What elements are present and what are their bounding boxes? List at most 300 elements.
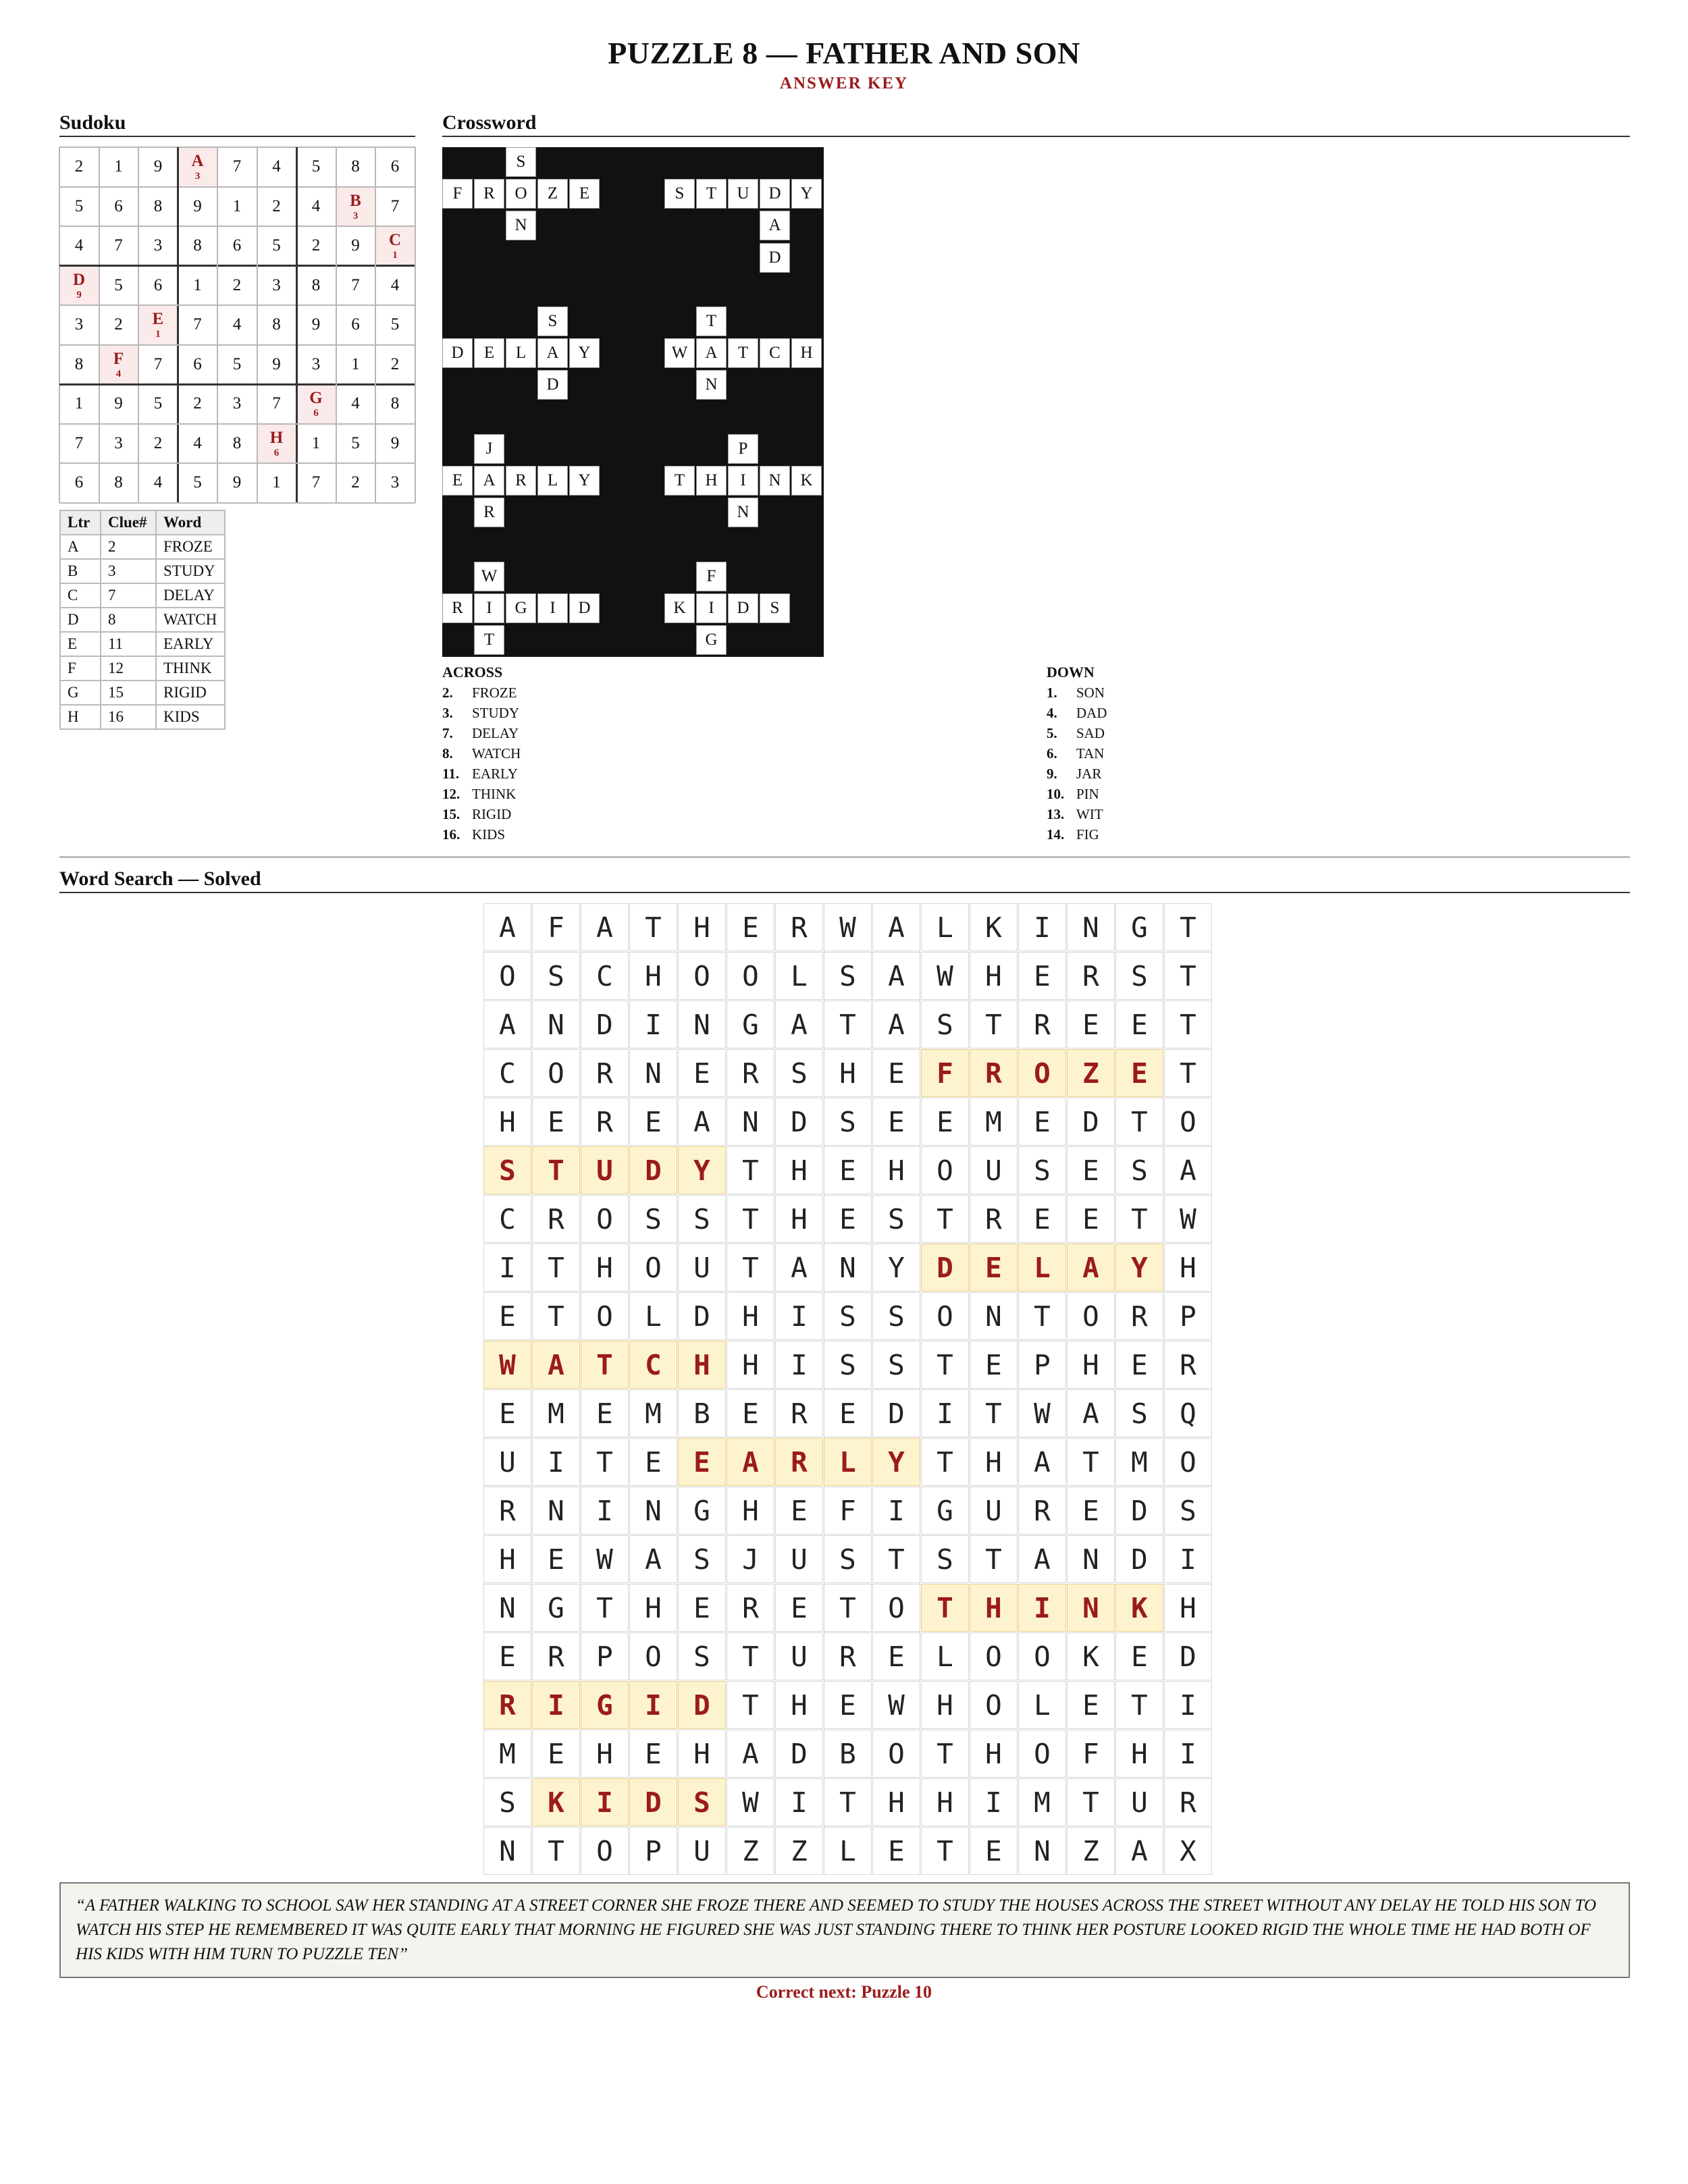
- sudoku-gridline: [59, 304, 415, 306]
- table-header: Clue#: [101, 510, 156, 535]
- sudoku-cell: E 1: [138, 305, 178, 344]
- found-letter-cell: D: [629, 1146, 677, 1194]
- sudoku-gridline: [415, 147, 416, 503]
- table-cell: THINK: [156, 656, 225, 681]
- table-row: [60, 705, 225, 729]
- letter-cell: I: [1018, 903, 1066, 951]
- crossword-cell: N: [696, 370, 727, 400]
- found-letter-cell: Y: [678, 1146, 726, 1194]
- table-cell: KIDS: [156, 705, 225, 729]
- letter-cell: R: [824, 1632, 872, 1680]
- letter-cell: H: [970, 1730, 1018, 1778]
- letter-cell: B: [824, 1730, 872, 1778]
- sudoku-grid: [59, 147, 415, 503]
- letter-cell: A: [1018, 1438, 1066, 1486]
- letter-cell: U: [1115, 1778, 1163, 1826]
- letter-cell: T: [970, 1001, 1018, 1048]
- letter-cell: S: [629, 1195, 677, 1243]
- letter-cell: P: [1018, 1341, 1066, 1389]
- letter-cell: I: [872, 1487, 920, 1535]
- crossword-cell: A: [474, 466, 504, 496]
- letter-cell: T: [1115, 1098, 1163, 1146]
- table-cell: 12: [101, 656, 156, 681]
- sudoku-gridline: [59, 225, 415, 227]
- table-cell: FROZE: [156, 535, 225, 559]
- letter-cell: E: [483, 1389, 531, 1437]
- sudoku-cell: 1: [99, 147, 138, 186]
- letter-cell: I: [775, 1341, 823, 1389]
- letter-cell: H: [629, 952, 677, 1000]
- across-heading: ACROSS: [442, 664, 503, 681]
- crossword-cell: N: [760, 466, 790, 496]
- letter-cell: T: [921, 1438, 969, 1486]
- letter-cell: E: [483, 1292, 531, 1340]
- down-clue: 1. SON: [1047, 685, 1105, 701]
- letter-cell: R: [581, 1098, 629, 1146]
- letter-cell: H: [775, 1681, 823, 1729]
- crossword-cell: S: [537, 307, 568, 336]
- down-clue: 6. TAN: [1047, 745, 1105, 762]
- letter-cell: T: [581, 1584, 629, 1632]
- sudoku-cell: 2: [257, 187, 296, 226]
- letter-cell: E: [629, 1438, 677, 1486]
- found-letter-cell: T: [532, 1146, 580, 1194]
- letter-cell: O: [921, 1292, 969, 1340]
- letter-cell: S: [1115, 952, 1163, 1000]
- letter-cell: E: [1115, 1632, 1163, 1680]
- across-clue: 7. DELAY: [442, 725, 519, 741]
- crossword-cell: J: [474, 434, 504, 464]
- across-clue: 15. RIGID: [442, 806, 512, 822]
- letter-cell: D: [1067, 1098, 1115, 1146]
- sudoku-cell: 5: [296, 147, 336, 186]
- letter-cell: E: [824, 1389, 872, 1437]
- letter-cell: E: [581, 1389, 629, 1437]
- letter-cell: X: [1164, 1827, 1212, 1875]
- letter-cell: H: [581, 1730, 629, 1778]
- sudoku-cell: 5: [138, 384, 178, 423]
- letter-cell: A: [1067, 1389, 1115, 1437]
- letter-cell: E: [775, 1487, 823, 1535]
- letter-cell: H: [581, 1244, 629, 1291]
- sudoku-cell: 8: [217, 424, 257, 463]
- sudoku-cell: 3: [138, 226, 178, 265]
- found-letter-cell: T: [921, 1584, 969, 1632]
- letter-cell: W: [1018, 1389, 1066, 1437]
- letter-cell: H: [629, 1584, 677, 1632]
- sudoku-cell: 5: [59, 187, 99, 226]
- crossword-cell: W: [664, 338, 695, 368]
- letter-cell: D: [872, 1389, 920, 1437]
- sudoku-cell: 3: [59, 305, 99, 344]
- sudoku-cell: 9: [99, 384, 138, 423]
- crossword-cell: T: [728, 338, 758, 368]
- letter-cell: R: [1067, 952, 1115, 1000]
- letter-cell: M: [483, 1730, 531, 1778]
- letter-cell: S: [824, 1098, 872, 1146]
- sudoku-cell: 2: [59, 147, 99, 186]
- sudoku-cell: 4: [138, 463, 178, 502]
- letter-cell: M: [532, 1389, 580, 1437]
- letter-cell: H: [678, 1730, 726, 1778]
- crossword-cell: I: [696, 593, 727, 623]
- table-cell: DELAY: [156, 583, 225, 608]
- letter-cell: E: [1018, 1098, 1066, 1146]
- letter-cell: N: [727, 1098, 774, 1146]
- sudoku-cell: C 1: [375, 226, 415, 265]
- letter-cell: M: [1018, 1778, 1066, 1826]
- letter-cell: G: [1115, 903, 1163, 951]
- letter-cell: K: [970, 903, 1018, 951]
- across-clue: 11. EARLY: [442, 766, 518, 782]
- letter-cell: O: [483, 952, 531, 1000]
- letter-cell: O: [1164, 1438, 1212, 1486]
- letter-cell: E: [824, 1195, 872, 1243]
- letter-cell: E: [678, 1049, 726, 1097]
- table-row: [60, 681, 225, 705]
- letter-cell: T: [532, 1244, 580, 1291]
- letter-cell: L: [629, 1292, 677, 1340]
- found-letter-cell: S: [483, 1146, 531, 1194]
- table-row: [60, 583, 225, 608]
- letter-cell: R: [1164, 1778, 1212, 1826]
- sudoku-cell: 4: [375, 266, 415, 305]
- letter-cell: H: [775, 1146, 823, 1194]
- letter-cell: E: [872, 1827, 920, 1875]
- table-row: [60, 608, 225, 632]
- letter-cell: H: [727, 1487, 774, 1535]
- sudoku-cell: 5: [375, 305, 415, 344]
- sudoku-cell: 1: [178, 266, 217, 305]
- letter-cell: I: [581, 1487, 629, 1535]
- letter-cell: R: [532, 1632, 580, 1680]
- crossword-cell: N: [728, 498, 758, 527]
- found-letter-cell: U: [581, 1146, 629, 1194]
- letter-cell: W: [581, 1535, 629, 1583]
- letter-cell: H: [483, 1535, 531, 1583]
- found-letter-cell: Y: [872, 1438, 920, 1486]
- letter-cell: H: [678, 903, 726, 951]
- letter-cell: E: [872, 1632, 920, 1680]
- letter-cell: R: [1164, 1341, 1212, 1389]
- sudoku-gridline: [177, 147, 179, 503]
- letter-cell: E: [629, 1730, 677, 1778]
- sudoku-cell: 3: [296, 345, 336, 384]
- letter-cell: A: [1164, 1146, 1212, 1194]
- sudoku-cell: 8: [296, 266, 336, 305]
- letter-cell: O: [629, 1244, 677, 1291]
- sudoku-cell: 6: [59, 463, 99, 502]
- letter-cell: E: [1115, 1341, 1163, 1389]
- letter-cell: M: [629, 1389, 677, 1437]
- letter-cell: H: [970, 1438, 1018, 1486]
- crossword-cell: G: [696, 625, 727, 655]
- letter-cell: R: [727, 1584, 774, 1632]
- table-header: Word: [156, 510, 225, 535]
- found-letter-cell: L: [824, 1438, 872, 1486]
- letter-cell: A: [872, 903, 920, 951]
- letter-cell: D: [1115, 1487, 1163, 1535]
- crossword-cell: T: [696, 307, 727, 336]
- letter-cell: M: [1115, 1438, 1163, 1486]
- sudoku-cell: 9: [296, 305, 336, 344]
- sudoku-cell: 1: [59, 384, 99, 423]
- letter-cell: W: [1164, 1195, 1212, 1243]
- letter-cell: N: [483, 1827, 531, 1875]
- letter-cell: T: [1115, 1681, 1163, 1729]
- letter-cell: C: [483, 1049, 531, 1097]
- sudoku-cell: 5: [336, 424, 375, 463]
- letter-cell: O: [872, 1584, 920, 1632]
- letter-cell: E: [824, 1681, 872, 1729]
- table-cell: 3: [101, 559, 156, 583]
- letter-cell: H: [727, 1341, 774, 1389]
- sudoku-cell: 1: [217, 187, 257, 226]
- letter-cell: A: [629, 1535, 677, 1583]
- letter-cell: E: [629, 1098, 677, 1146]
- crossword-cell: G: [506, 593, 536, 623]
- letter-cell: H: [824, 1049, 872, 1097]
- crossword-cell: S: [664, 179, 695, 209]
- letter-cell: E: [532, 1535, 580, 1583]
- letter-cell: S: [678, 1535, 726, 1583]
- crossword-cell: Y: [791, 179, 822, 209]
- letter-cell: R: [1018, 1487, 1066, 1535]
- letter-cell: T: [629, 903, 677, 951]
- letter-cell: S: [824, 952, 872, 1000]
- found-letter-cell: I: [581, 1778, 629, 1826]
- sudoku-cell: 7: [99, 226, 138, 265]
- sudoku-gridline: [59, 186, 415, 188]
- crossword-heading: Crossword: [442, 111, 1630, 137]
- sudoku-cell: 7: [59, 424, 99, 463]
- table-cell: 7: [101, 583, 156, 608]
- crossword-cell: T: [696, 179, 727, 209]
- crossword-cell: R: [474, 498, 504, 527]
- found-letter-cell: G: [581, 1681, 629, 1729]
- sudoku-gridline: [257, 147, 258, 503]
- sudoku-gridline: [59, 147, 415, 148]
- crossword-cell: C: [760, 338, 790, 368]
- sudoku-cell: 6: [217, 226, 257, 265]
- letter-cell: G: [532, 1584, 580, 1632]
- letter-cell: S: [824, 1535, 872, 1583]
- letter-cell: S: [1164, 1487, 1212, 1535]
- crossword-cell: W: [474, 562, 504, 591]
- crossword-cell: A: [537, 338, 568, 368]
- sudoku-gridline: [217, 147, 218, 503]
- sudoku-cell: 2: [99, 305, 138, 344]
- sudoku-cell: 7: [375, 187, 415, 226]
- letter-cell: T: [727, 1244, 774, 1291]
- letter-cell: S: [921, 1001, 969, 1048]
- letter-cell: T: [921, 1827, 969, 1875]
- letter-cell: H: [921, 1681, 969, 1729]
- letter-cell: T: [1067, 1778, 1115, 1826]
- sudoku-gridline: [59, 423, 415, 425]
- letter-cell: I: [921, 1389, 969, 1437]
- letter-cell: W: [727, 1778, 774, 1826]
- letter-cell: O: [970, 1632, 1018, 1680]
- sudoku-cell: 3: [257, 266, 296, 305]
- table-cell: H: [60, 705, 101, 729]
- letter-cell: U: [678, 1244, 726, 1291]
- sudoku-cell: 5: [99, 266, 138, 305]
- found-letter-cell: D: [921, 1244, 969, 1291]
- sudoku-cell: 6: [178, 345, 217, 384]
- letter-cell: E: [872, 1098, 920, 1146]
- sudoku-gridline: [59, 502, 415, 504]
- sudoku-cell: G 6: [296, 384, 336, 423]
- table-cell: 8: [101, 608, 156, 632]
- sudoku-cell: 2: [178, 384, 217, 423]
- page-title: PUZZLE 8 — FATHER AND SON: [608, 36, 1080, 70]
- letter-cell: E: [727, 1389, 774, 1437]
- letter-cell: H: [970, 952, 1018, 1000]
- letter-cell: I: [1164, 1535, 1212, 1583]
- letter-cell: P: [629, 1827, 677, 1875]
- crossword-cell: E: [569, 179, 600, 209]
- sudoku-cell: 4: [257, 147, 296, 186]
- letter-cell: D: [1115, 1535, 1163, 1583]
- crossword-cell: K: [791, 466, 822, 496]
- letter-cell: N: [970, 1292, 1018, 1340]
- crossword-cell: A: [760, 211, 790, 240]
- crossword-cell: D: [442, 338, 473, 368]
- sudoku-cell: 4: [59, 226, 99, 265]
- letter-cell: U: [483, 1438, 531, 1486]
- sudoku-cell: 2: [336, 463, 375, 502]
- letter-cell: M: [970, 1098, 1018, 1146]
- found-letter-cell: I: [1018, 1584, 1066, 1632]
- letter-cell: N: [629, 1049, 677, 1097]
- sudoku-cell: 6: [138, 266, 178, 305]
- sudoku-cell: 1: [296, 424, 336, 463]
- table-cell: F: [60, 656, 101, 681]
- letter-cell: N: [1067, 1535, 1115, 1583]
- letter-cell: H: [872, 1778, 920, 1826]
- crossword-grid: [442, 147, 824, 657]
- letter-cell: L: [1018, 1681, 1066, 1729]
- letter-cell: R: [1018, 1001, 1066, 1048]
- letter-cell: H: [872, 1146, 920, 1194]
- letter-cell: H: [1164, 1584, 1212, 1632]
- letter-cell: N: [824, 1244, 872, 1291]
- table-cell: A: [60, 535, 101, 559]
- letter-cell: O: [727, 952, 774, 1000]
- across-clue: 2. FROZE: [442, 685, 517, 701]
- sudoku-gridline: [296, 147, 298, 503]
- letter-cell: I: [775, 1292, 823, 1340]
- found-letter-cell: H: [678, 1341, 726, 1389]
- crossword-cell: E: [474, 338, 504, 368]
- sudoku-cell: 7: [296, 463, 336, 502]
- letter-cell: P: [581, 1632, 629, 1680]
- letter-cell: U: [775, 1535, 823, 1583]
- sudoku-cell: 1: [257, 463, 296, 502]
- crossword-cell: R: [474, 179, 504, 209]
- letter-cell: E: [532, 1730, 580, 1778]
- letter-cell: A: [483, 903, 531, 951]
- letter-cell: O: [970, 1681, 1018, 1729]
- table-cell: C: [60, 583, 101, 608]
- letter-cell: T: [1067, 1438, 1115, 1486]
- down-clue: 5. SAD: [1047, 725, 1105, 741]
- letter-cell: I: [970, 1778, 1018, 1826]
- letter-cell: W: [872, 1681, 920, 1729]
- section-divider: [59, 856, 1630, 858]
- found-letter-cell: E: [678, 1438, 726, 1486]
- table-cell: STUDY: [156, 559, 225, 583]
- found-letter-cell: A: [1067, 1244, 1115, 1291]
- sudoku-cell: 9: [217, 463, 257, 502]
- letter-cell: E: [1115, 1001, 1163, 1048]
- found-letter-cell: L: [1018, 1244, 1066, 1291]
- sudoku-cell: 9: [336, 226, 375, 265]
- letter-cell: G: [727, 1001, 774, 1048]
- sudoku-cell: 6: [336, 305, 375, 344]
- sudoku-cell: 7: [138, 345, 178, 384]
- sudoku-cell: 8: [375, 384, 415, 423]
- letter-cell: T: [581, 1438, 629, 1486]
- found-letter-cell: E: [1115, 1049, 1163, 1097]
- letter-cell: U: [970, 1487, 1018, 1535]
- letter-cell: H: [775, 1195, 823, 1243]
- letter-cell: G: [921, 1487, 969, 1535]
- letter-cell: S: [1018, 1146, 1066, 1194]
- letter-cell: W: [824, 903, 872, 951]
- sudoku-cell: 9: [138, 147, 178, 186]
- table-cell: RIGID: [156, 681, 225, 705]
- letter-cell: S: [775, 1049, 823, 1097]
- letter-cell: H: [483, 1098, 531, 1146]
- down-clue: 14. FIG: [1047, 826, 1099, 843]
- letter-cell: T: [1164, 1049, 1212, 1097]
- letter-cell: T: [727, 1146, 774, 1194]
- sudoku-cell: 2: [375, 345, 415, 384]
- crossword-cell: P: [728, 434, 758, 464]
- sudoku-cell: 8: [99, 463, 138, 502]
- table-cell: E: [60, 632, 101, 656]
- crossword-cell: D: [760, 243, 790, 273]
- crossword-cell: E: [442, 466, 473, 496]
- sudoku-cell: H 6: [257, 424, 296, 463]
- crossword-cell: R: [442, 593, 473, 623]
- crossword-cell: T: [664, 466, 695, 496]
- down-clue: 10. PIN: [1047, 786, 1099, 802]
- letter-cell: F: [824, 1487, 872, 1535]
- letter-cell: T: [970, 1535, 1018, 1583]
- letter-cell: N: [532, 1487, 580, 1535]
- letter-cell: T: [970, 1389, 1018, 1437]
- found-letter-cell: O: [1018, 1049, 1066, 1097]
- letter-cell: A: [678, 1098, 726, 1146]
- letter-cell: O: [581, 1292, 629, 1340]
- letter-cell: S: [1115, 1146, 1163, 1194]
- found-letter-cell: D: [678, 1681, 726, 1729]
- found-letter-cell: E: [970, 1244, 1018, 1291]
- found-letter-cell: W: [483, 1341, 531, 1389]
- letter-cell: R: [1115, 1292, 1163, 1340]
- letter-cell: T: [824, 1001, 872, 1048]
- letter-cell: C: [483, 1195, 531, 1243]
- down-clue: 4. DAD: [1047, 705, 1107, 721]
- letter-cell: I: [483, 1244, 531, 1291]
- sudoku-cell: 8: [59, 345, 99, 384]
- letter-cell: F: [1067, 1730, 1115, 1778]
- crossword-cell: H: [791, 338, 822, 368]
- sudoku-cell: 8: [257, 305, 296, 344]
